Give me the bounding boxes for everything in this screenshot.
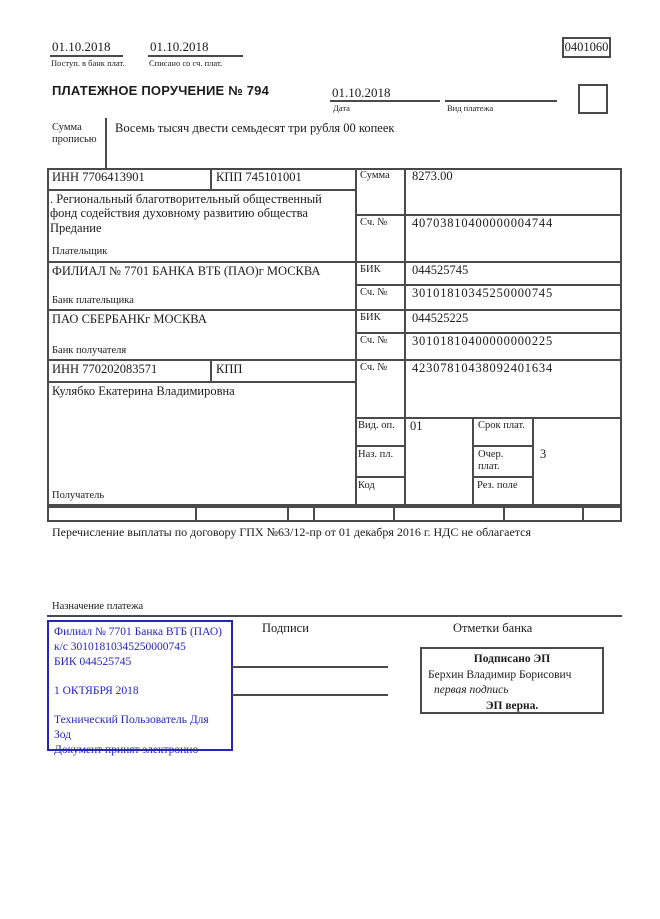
subtable-row2-divider-right bbox=[472, 476, 534, 478]
tax-fields-divider bbox=[503, 508, 505, 520]
signature-line-2 bbox=[232, 694, 388, 696]
value-column-divider bbox=[404, 168, 406, 506]
received-date-underline bbox=[50, 55, 123, 57]
payee-inn: ИНН 770202083571 bbox=[52, 362, 158, 376]
date-underline bbox=[330, 100, 440, 102]
payee-name: Кулябко Екатерина Владимировна bbox=[52, 384, 235, 398]
subtable-col3-divider bbox=[472, 417, 474, 506]
tax-fields-divider bbox=[287, 508, 289, 520]
amount-words-label: Сумма прописью bbox=[52, 122, 97, 146]
label-column-divider bbox=[355, 168, 357, 506]
code-label: Код bbox=[358, 480, 375, 491]
amount-label: Сумма bbox=[360, 170, 390, 181]
payee-bank-label: Банк получателя bbox=[52, 345, 127, 356]
payee-innkpp-divider bbox=[210, 359, 212, 383]
stamp-note: Документ принят электронно bbox=[54, 744, 199, 756]
stamp-date: 1 ОКТЯБРЯ 2018 bbox=[54, 685, 139, 697]
op-kind-label: Вид. оп. bbox=[358, 420, 395, 431]
stamp-spacer bbox=[54, 699, 226, 713]
amount-words-value: Восемь тысяч двести семьдесят три рубля 00 копеек bbox=[115, 121, 395, 135]
payer-bank-account: 30101810345250000745 bbox=[412, 286, 553, 300]
subtable-row1-divider-right bbox=[472, 445, 534, 447]
subtable-row1-divider-left bbox=[355, 445, 406, 447]
signature-mark-box bbox=[420, 647, 604, 714]
payment-order-label: Очер. плат. bbox=[478, 449, 504, 473]
payee-account: 42307810438092401634 bbox=[412, 361, 553, 375]
document-date: 01.10.2018 bbox=[332, 85, 391, 100]
stamp-spacer bbox=[54, 670, 226, 684]
bank-stamp bbox=[47, 620, 233, 756]
signer-name: Берхин Владимир Борисович bbox=[428, 668, 572, 681]
reserve-field-label: Рез. поле bbox=[477, 480, 518, 491]
bank-marks-label: Отметки банка bbox=[453, 621, 533, 635]
payment-kind-label: Вид платежа bbox=[447, 103, 494, 113]
form-code: 0401060 bbox=[564, 40, 609, 54]
payee-bank-bik: 044525225 bbox=[412, 311, 469, 325]
subtable-top-border bbox=[355, 417, 622, 419]
amount-words-divider bbox=[105, 118, 107, 168]
payer-innkpp-bottom-border bbox=[47, 189, 357, 191]
payee-innkpp-bottom-border bbox=[47, 381, 357, 383]
stamp-bik: БИК 044525745 bbox=[54, 656, 132, 668]
signed-with-es-title: Подписано ЭП bbox=[473, 653, 551, 665]
payer-bank-bik-label: БИК bbox=[360, 264, 381, 275]
payer-label: Плательщик bbox=[52, 246, 108, 257]
table-left-border bbox=[47, 168, 49, 506]
payee-account-label: Сч. № bbox=[360, 362, 388, 373]
payment-term-label: Срок плат. bbox=[478, 420, 525, 431]
table-right-border bbox=[620, 168, 622, 506]
es-verified-text: ЭП верна. bbox=[485, 699, 539, 712]
payment-purpose-text: Перечисление выплаты по договору ГПХ №63/12-пр от 01 декабря 2016 г. НДС не облагается bbox=[52, 525, 532, 539]
payment-purpose-label: Назначение платежа bbox=[52, 601, 144, 612]
date-label: Дата bbox=[333, 103, 350, 113]
tax-fields-divider bbox=[393, 508, 395, 520]
payer-account: 40703810400000004744 bbox=[412, 216, 553, 230]
received-in-bank-date: 01.10.2018 bbox=[52, 39, 111, 54]
payer-bank-bottom-border bbox=[47, 309, 622, 311]
payee-label: Получатель bbox=[52, 490, 105, 501]
payer-bank-name: ФИЛИАЛ № 7701 БАНКА ВТБ (ПАО)г МОСКВА bbox=[52, 264, 321, 278]
payer-name: . Региональный благотворительный общественный фонд содействия духовному развитию общества Предание bbox=[50, 192, 322, 235]
signature-line-1 bbox=[232, 666, 388, 668]
payee-bank-account-label: Сч. № bbox=[360, 335, 388, 346]
received-in-bank-label: Поступ. в банк плат. bbox=[51, 58, 125, 68]
payee-bank-bik-label: БИК bbox=[360, 312, 381, 323]
payment-kind-underline bbox=[445, 100, 557, 102]
payment-order-value: 3 bbox=[540, 447, 547, 461]
op-kind-value: 01 bbox=[410, 419, 423, 433]
payer-bank-label: Банк плательщика bbox=[52, 295, 134, 306]
payment-kind-box bbox=[578, 84, 608, 114]
stamp-bank-name: Филиал № 7701 Банка ВТБ (ПАО) bbox=[54, 626, 222, 638]
payer-section-bottom-border bbox=[47, 261, 622, 263]
subtable-row2-divider-left bbox=[355, 476, 406, 478]
payee-kpp-label: КПП bbox=[216, 362, 243, 376]
tax-fields-divider bbox=[313, 508, 315, 520]
signer-role: первая подпись bbox=[434, 684, 509, 696]
debited-date: 01.10.2018 bbox=[150, 39, 209, 54]
payer-bank-bik: 044525745 bbox=[412, 263, 469, 277]
payee-bank-name: ПАО СБЕРБАНКг МОСКВА bbox=[52, 312, 207, 326]
payee-bank-account: 30101810400000000225 bbox=[412, 334, 553, 348]
form-code-box bbox=[562, 37, 611, 58]
debited-date-underline bbox=[148, 55, 243, 57]
stamp-corr-account: к/с 30101810345250000745 bbox=[54, 641, 186, 653]
purpose-code-label: Наз. пл. bbox=[358, 449, 394, 460]
payer-kpp: КПП 745101001 bbox=[216, 170, 302, 184]
tax-fields-row bbox=[47, 506, 622, 522]
subtable-col4-divider bbox=[532, 417, 534, 506]
signatures-label: Подписи bbox=[262, 621, 309, 635]
purpose-section-border bbox=[47, 615, 622, 617]
stamp-user: Технический Пользователь Для Зод bbox=[54, 714, 209, 741]
payer-innkpp-divider bbox=[210, 168, 212, 191]
payer-account-label: Сч. № bbox=[360, 217, 388, 228]
debited-label: Списано со сч. плат. bbox=[149, 58, 223, 68]
payer-inn: ИНН 7706413901 bbox=[52, 170, 145, 184]
tax-fields-divider bbox=[195, 508, 197, 520]
document-title: ПЛАТЕЖНОЕ ПОРУЧЕНИЕ № 794 bbox=[52, 83, 270, 98]
amount-value: 8273.00 bbox=[412, 169, 453, 183]
tax-fields-divider bbox=[582, 508, 584, 520]
payer-bank-account-label: Сч. № bbox=[360, 287, 388, 298]
